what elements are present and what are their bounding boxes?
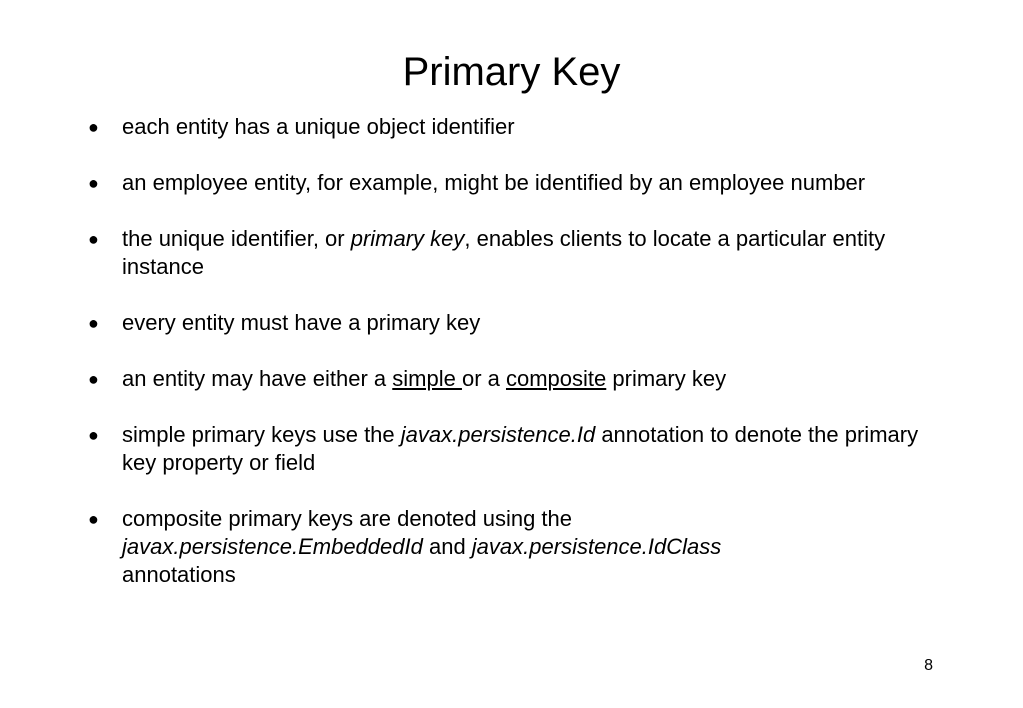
bullet-text: composite primary keys are denoted using the xyxy=(122,506,573,531)
slide-title: Primary Key xyxy=(402,50,621,94)
bullet-dot-icon: ● xyxy=(88,369,99,389)
bullet-text: , enables clients to locate a particular entity instance xyxy=(122,226,886,279)
bullet-item xyxy=(88,225,948,281)
term-simple: simple xyxy=(392,366,462,391)
bullet-list xyxy=(88,113,948,617)
bullet-item xyxy=(88,421,948,477)
bullet-dot-icon: ● xyxy=(88,425,99,445)
bullet-text: the unique identifier, or xyxy=(122,226,351,251)
bullet-item xyxy=(88,505,948,589)
term-id-annotation: javax.persistence.Id xyxy=(400,422,596,447)
bullet-dot-icon: ● xyxy=(88,173,99,193)
bullet-dot-icon: ● xyxy=(88,509,99,529)
bullet-dot-icon: ● xyxy=(88,229,99,249)
bullet-text: primary key xyxy=(606,366,727,391)
bullet-dot-icon: ● xyxy=(88,313,99,333)
term-composite: composite xyxy=(505,366,607,391)
bullet-item xyxy=(88,169,948,197)
term-embeddedid-annotation: javax.persistence.EmbeddedId xyxy=(122,534,423,559)
bullet-item xyxy=(88,309,948,337)
bullet-text: an employee entity, for example, might be identified by an employee number xyxy=(122,170,866,195)
bullet-text: annotations xyxy=(122,562,236,587)
bullet-text: and xyxy=(422,534,472,559)
bullet-text: every entity must have a primary key xyxy=(122,310,481,335)
term-idclass-annotation: javax.persistence.IdClass xyxy=(471,534,722,559)
bullet-item xyxy=(88,113,948,141)
bullet-text: or a xyxy=(461,366,506,391)
bullet-text: annotation to denote the primary key property or field xyxy=(122,422,919,475)
bullet-text: simple primary keys use the xyxy=(122,422,401,447)
bullet-text: each entity has a unique object identifier xyxy=(122,114,515,139)
bullet-text: an entity may have either a xyxy=(122,366,393,391)
page-number: 8 xyxy=(924,657,933,674)
term-primary-key: primary key xyxy=(350,226,465,251)
bullet-item xyxy=(88,365,948,393)
bullet-dot-icon: ● xyxy=(88,117,99,137)
